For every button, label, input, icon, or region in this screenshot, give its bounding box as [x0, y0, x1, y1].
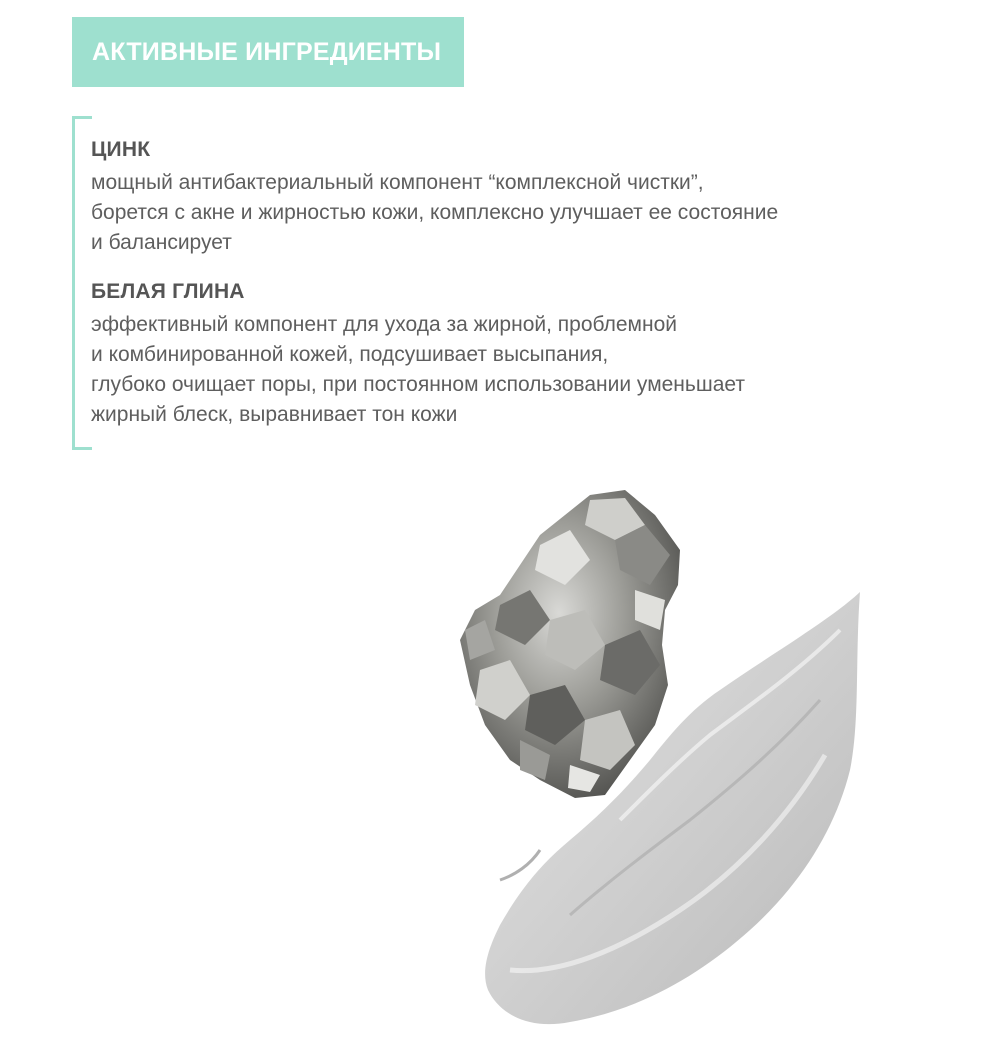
zinc-crystal — [460, 490, 680, 798]
ingredient-description: эффективный компонент для ухода за жирной, проблемной и комбинированной кожей, подсушивает высыпания, глубоко очищает поры, при постоянном использовании уменьшает жирный блеск, выравнивает тон кожи — [91, 313, 745, 426]
ingredients-illustration — [440, 470, 920, 1049]
section-title-banner — [72, 17, 464, 87]
ingredient-description: мощный антибактериальный компонент “комплексной чистки”, борется с акне и жирностью кожи, комплексно улучшает ее состояние и балансирует — [91, 171, 779, 254]
ingredient-title: БЕЛАЯ ГЛИНА — [91, 280, 245, 303]
ingredient-zinc — [91, 138, 951, 258]
content-bracket — [72, 116, 92, 450]
ingredient-white-clay — [91, 280, 951, 430]
ingredient-title: ЦИНК — [91, 138, 151, 161]
ingredients-list — [91, 138, 951, 430]
section-title: АКТИВНЫЕ ИНГРЕДИЕНТЫ — [92, 37, 442, 66]
